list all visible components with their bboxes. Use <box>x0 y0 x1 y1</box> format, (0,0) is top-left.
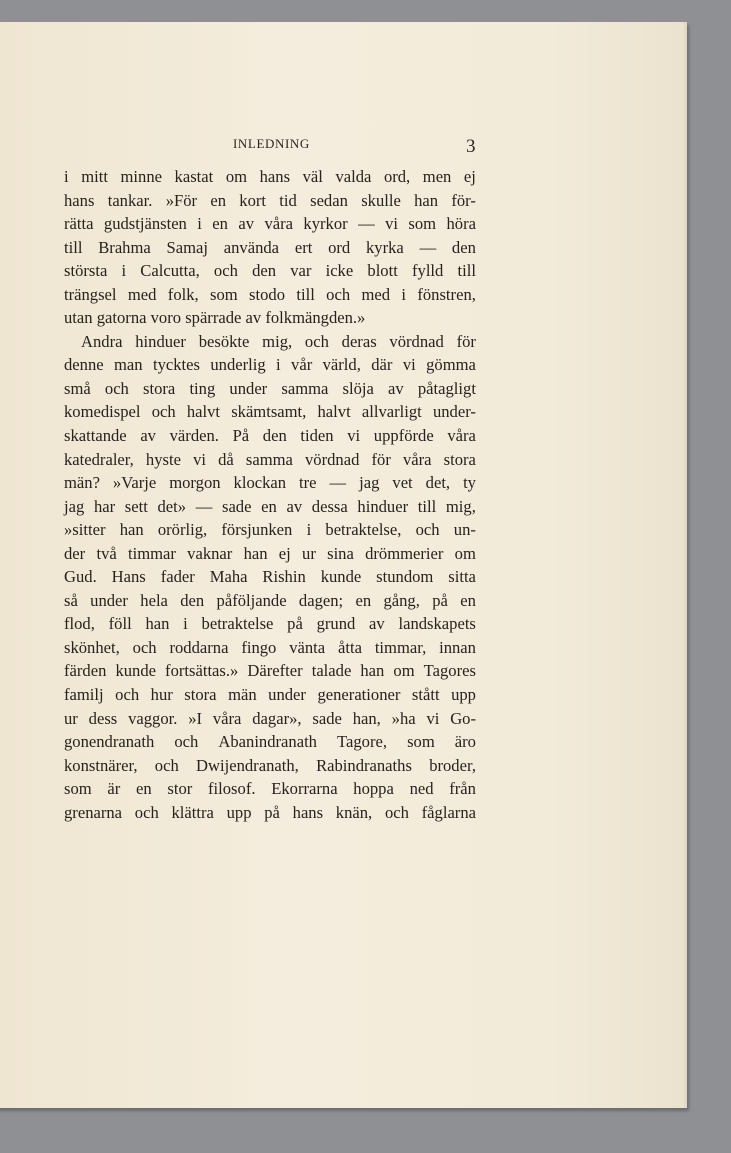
text-line: färden kunde fortsättas.» Därefter talade han om Tagores <box>64 661 476 681</box>
text-line: jag har sett det» — sade en av dessa hinduer till mig, <box>64 496 476 516</box>
page-number: 3 <box>466 136 476 157</box>
text-line: hans tankar. »För en kort tid sedan skulle han för- <box>64 190 476 210</box>
page-header <box>0 132 731 162</box>
text-line: Gud. Hans fader Maha Rishin kunde stundom sitta <box>64 567 476 587</box>
text-line: små och stora ting under samma slöja av påtagligt <box>64 378 476 398</box>
text-line: der två timmar vaknar han ej ur sina drömmerier om <box>64 543 476 563</box>
text-line: i mitt minne kastat om hans väl valda ord, men ej <box>64 167 476 186</box>
text-line: grenarna och klättra upp på hans knän, och fåglarna <box>64 802 476 822</box>
text-line: till Brahma Samaj använda ert ord kyrka — den <box>64 237 476 257</box>
text-line: komedispel och halvt skämtsamt, halvt allvarligt under- <box>64 402 476 422</box>
text-line: skönhet, och roddarna fingo vänta åtta timmar, innan <box>64 637 476 657</box>
body-text <box>64 165 476 824</box>
text-line: flod, föll han i betraktelse på grund av landskapets <box>64 614 476 634</box>
running-head: INLEDNING <box>233 136 310 151</box>
text-line: utan gatorna voro spärrade av folkmängden.» <box>64 308 366 328</box>
text-line: ur dess vaggor. »I våra dagar», sade han, »ha vi Go- <box>64 708 476 728</box>
text-line: familj och hur stora män under generationer stått upp <box>64 685 476 705</box>
text-line: »sitter han orörlig, försjunken i betraktelse, och un- <box>64 520 476 540</box>
text-line: största i Calcutta, och den var icke blott fylld till <box>64 261 476 281</box>
text-line: katedraler, hyste vi då samma vördnad för våra stora <box>64 449 476 469</box>
text-line: som är en stor filosof. Ekorrarna hoppa ned från <box>64 779 476 799</box>
text-line: konstnärer, och Dwijendranath, Rabindranaths broder, <box>64 755 476 775</box>
text-line: trängsel med folk, som stodo till och med i fönstren, <box>64 284 476 304</box>
text-line: Andra hinduer besökte mig, och deras vördnad för <box>81 331 476 351</box>
text-line: gonendranath och Abanindranath Tagore, som äro <box>64 732 476 752</box>
text-line: denne man tycktes underlig i vår värld, där vi gömma <box>64 355 476 375</box>
text-line: skattande av värden. På den tiden vi uppförde våra <box>64 426 476 446</box>
text-line: män? »Varje morgon klockan tre — jag vet det, ty <box>64 473 476 493</box>
text-line: så under hela den påföljande dagen; en gång, på en <box>64 590 476 610</box>
text-line: rätta gudstjänsten i en av våra kyrkor — vi som höra <box>64 214 476 234</box>
